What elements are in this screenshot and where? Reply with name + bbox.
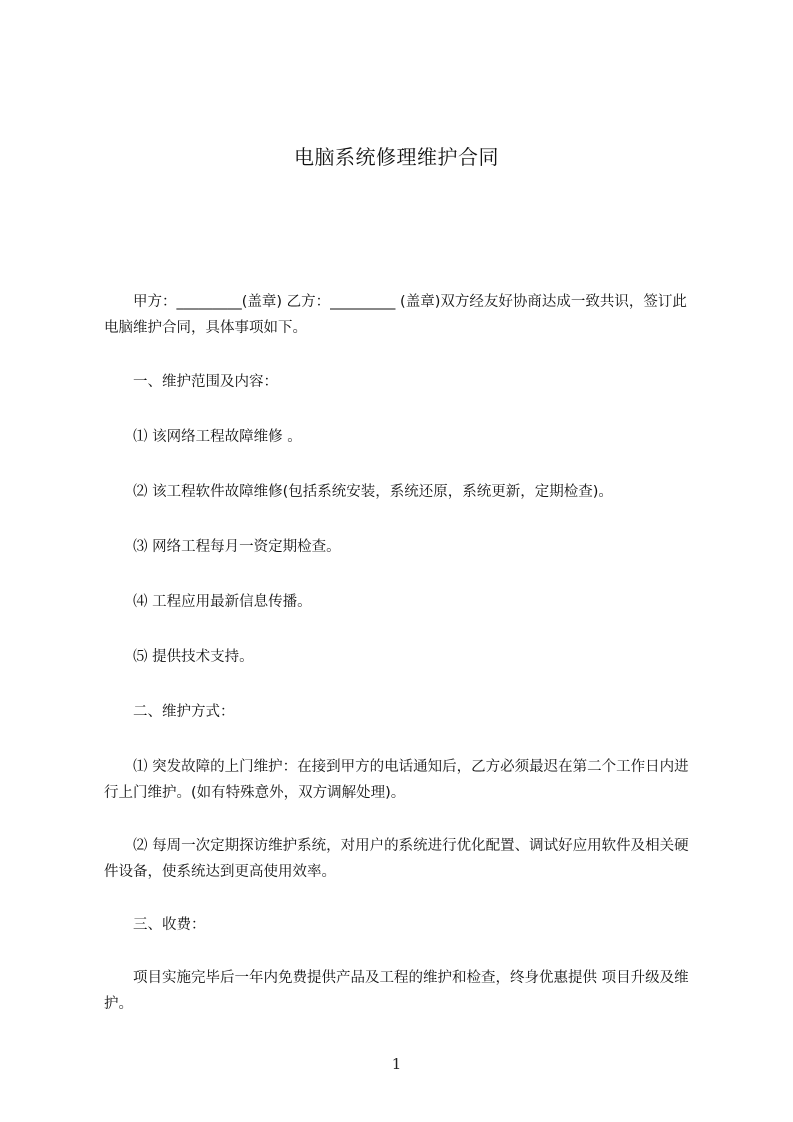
- section2-heading: 二、维护方式：: [133, 704, 235, 720]
- page-number: 1: [391, 1055, 402, 1073]
- section1-item-3: ⑶ 网络工程每月一资定期检查。: [133, 539, 341, 555]
- section2-item-2: ⑵ 每周一次定期探访维护系统，对用户的系统进行优化配置、调试好应用软件及相关硬件设备，使系统达到更高使用效率。: [104, 838, 689, 880]
- section1-item-5: ⑸ 提供技术支持。: [133, 649, 254, 665]
- intro-paragraph: 甲方：_________(盖章) 乙方：_________ (盖章)双方经友好协商达成一致共识，签订此电脑维护合同，具体事项如下。: [104, 294, 687, 336]
- section1-item-2: ⑵ 该工程软件故障维修(包括系统安装，系统还原，系统更新，定期检查)。: [133, 484, 613, 500]
- section3-heading: 三、收费：: [133, 917, 206, 933]
- document-body: [104, 289, 700, 1017]
- document-title: 电脑系统修理维护合同: [294, 145, 499, 169]
- section3-body: 项目实施完毕后一年内免费提供产品及工程的维护和检查，终身优惠提供 项目升级及维护。: [104, 970, 689, 1012]
- section1-heading: 一、维护范围及内容：: [133, 374, 278, 390]
- section1-item-4: ⑷ 工程应用最新信息传播。: [133, 594, 312, 610]
- section1-item-1: ⑴ 该网络工程故障维修 。: [133, 429, 302, 445]
- section2-item-1: ⑴ 突发故障的上门维护：在接到甲方的电话通知后，乙方必须最迟在第二个工作日内进行上门维护。(如有特殊意外，双方调解处理)。: [104, 759, 689, 801]
